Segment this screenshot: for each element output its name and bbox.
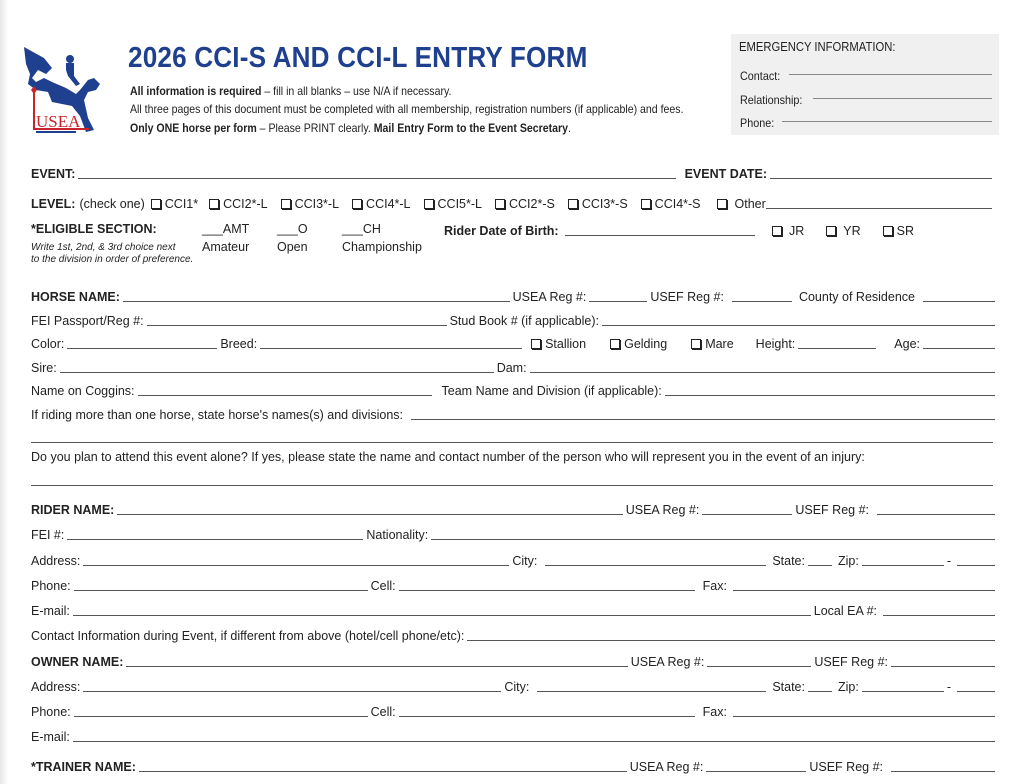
horse-team-input[interactable] (665, 395, 995, 396)
rider-email-input[interactable] (73, 615, 811, 616)
rider-contact-input[interactable] (467, 640, 995, 641)
checkbox-icon[interactable] (772, 226, 782, 236)
rider-cell-input[interactable] (399, 590, 695, 591)
sex-stallion[interactable]: Stallion (531, 337, 586, 351)
section-amateur[interactable]: ___AMT Amateur (202, 222, 250, 254)
owner-city-input[interactable] (537, 691, 766, 692)
owner-name-input[interactable] (126, 666, 627, 667)
horse-studbook-input[interactable] (602, 325, 995, 326)
form-title: 2026 CCI-S AND CCI-L ENTRY FORM (128, 42, 588, 74)
level-cci2-l[interactable]: CCI2*-L (209, 197, 267, 211)
event-date-input[interactable] (770, 178, 992, 179)
rider-state-input[interactable] (808, 565, 832, 566)
checkbox-icon[interactable] (424, 199, 434, 209)
section-open[interactable]: ___O Open (277, 222, 308, 254)
emergency-relationship-input[interactable] (813, 98, 992, 99)
horse-color-input[interactable] (67, 348, 217, 349)
checkbox-icon[interactable] (568, 199, 578, 209)
horse-usef-input[interactable] (732, 301, 792, 302)
owner-fax-input[interactable] (733, 716, 995, 717)
horse-coggins-row: Name on Coggins: Team Name and Division (if applicable): (31, 382, 995, 398)
level-cci1[interactable]: CCI1* (151, 197, 198, 211)
emergency-contact-field[interactable]: Contact: (740, 69, 992, 83)
emergency-info-box (731, 34, 999, 135)
owner-usea-input[interactable] (707, 666, 811, 667)
level-cci2-s[interactable]: CCI2*-S (495, 197, 555, 211)
level-cci4-l[interactable]: CCI4*-L (352, 197, 410, 211)
level-other-input[interactable] (766, 208, 992, 209)
owner-name-row: OWNER NAME: USEA Reg #: USEF Reg #: (31, 653, 995, 669)
rider-city-input[interactable] (545, 565, 766, 566)
owner-email-input[interactable] (73, 741, 995, 742)
instruction-line-3: Only ONE horse per form – Please PRINT clearly. Mail Entry Form to the Event Secretary. (130, 121, 571, 135)
rider-phone-input[interactable] (74, 590, 368, 591)
rider-dob-row: Rider Date of Birth: JR YR SR (444, 224, 914, 238)
age-yr[interactable]: YR (826, 224, 860, 238)
horse-county-input[interactable] (923, 301, 995, 302)
level-row: LEVEL: (check one) CCI1* CCI2*-L CCI3*-L CCI4*-L CCI5*-L CCI2*-S CCI3*-S CCI4*-S Other (31, 195, 995, 211)
checkbox-icon[interactable] (883, 226, 893, 236)
checkbox-icon[interactable] (352, 199, 362, 209)
owner-usef-input[interactable] (891, 666, 995, 667)
emergency-phone-field[interactable]: Phone: (740, 116, 992, 130)
checkbox-icon[interactable] (495, 199, 505, 209)
trainer-name-row: *TRAINER NAME: USEA Reg #: USEF Reg #: (31, 758, 995, 774)
rider-address-row: Address: City: State: Zip: - (31, 552, 995, 568)
emergency-contact-input[interactable] (789, 74, 992, 75)
rider-zip4-input[interactable] (957, 565, 995, 566)
rider-contact-row: Contact Information during Event, if different from above (hotel/cell phone/etc): (31, 627, 995, 643)
owner-cell-input[interactable] (399, 716, 695, 717)
horse-name-input[interactable] (123, 301, 510, 302)
section-championship[interactable]: ___CH Championship (342, 222, 422, 254)
level-cci4-s[interactable]: CCI4*-S (641, 197, 701, 211)
rider-nationality-input[interactable] (431, 539, 995, 540)
rider-zip-input[interactable] (862, 565, 944, 566)
rider-fei-row: FEI #: Nationality: (31, 526, 995, 542)
emergency-title: EMERGENCY INFORMATION: (739, 40, 896, 54)
horse-multi-row: If riding more than one horse, state horse's names(s) and divisions: (31, 406, 995, 422)
rider-email-row: E-mail: Local EA #: (31, 602, 995, 618)
rider-fei-input[interactable] (67, 539, 363, 540)
page-edge-shadow (0, 0, 8, 784)
age-sr[interactable]: SR (883, 224, 914, 238)
eligible-section-label: *ELIGIBLE SECTION: (31, 222, 157, 236)
owner-phone-input[interactable] (74, 716, 368, 717)
horse-fei-row: FEI Passport/Reg #: Stud Book # (if applicable): (31, 312, 995, 328)
instruction-line-1: All information is required – fill in all blanks – use N/A if necessary. (130, 84, 452, 98)
checkbox-icon[interactable] (826, 226, 836, 236)
usea-logo-icon (22, 44, 104, 136)
rider-dob-input[interactable] (565, 235, 755, 236)
trainer-usea-input[interactable] (706, 771, 806, 772)
rider-address-input[interactable] (83, 565, 509, 566)
rider-usea-input[interactable] (702, 514, 792, 515)
rider-phone-row: Phone: Cell: Fax: (31, 577, 995, 593)
horse-breed-input[interactable] (260, 348, 522, 349)
instruction-line-2: All three pages of this document must be completed with all membership, registration numbers (if applicable) and fees. (130, 102, 684, 116)
level-other[interactable]: Other (717, 197, 766, 211)
checkbox-icon[interactable] (641, 199, 651, 209)
horse-multi-input[interactable] (411, 419, 995, 420)
attend-alone-row: Do you plan to attend this event alone? If yes, please state the name and contact number of the person who will represent you in the event of an injury: (31, 450, 865, 464)
checkbox-icon[interactable] (281, 199, 291, 209)
horse-sire-input[interactable] (60, 372, 494, 373)
checkbox-icon[interactable] (531, 339, 541, 349)
owner-address-row: Address: City: State: Zip: - (31, 678, 995, 694)
rider-fax-input[interactable] (733, 590, 995, 591)
horse-dam-input[interactable] (530, 372, 995, 373)
checkbox-icon[interactable] (717, 199, 727, 209)
emergency-phone-input[interactable] (782, 121, 992, 122)
horse-age-input[interactable] (923, 348, 995, 349)
sex-mare[interactable]: Mare (691, 337, 733, 351)
horse-coggins-input[interactable] (138, 395, 432, 396)
level-cci3-l[interactable]: CCI3*-L (281, 197, 339, 211)
sex-gelding[interactable]: Gelding (610, 337, 667, 351)
owner-state-input[interactable] (808, 691, 832, 692)
rider-usef-input[interactable] (877, 514, 995, 515)
horse-multi-input-line2[interactable] (31, 442, 993, 443)
checkbox-icon[interactable] (610, 339, 620, 349)
emergency-relationship-field[interactable]: Relationship: (740, 93, 992, 107)
rider-name-row: RIDER NAME: USEA Reg #: USEF Reg #: (31, 501, 995, 517)
owner-zip-input[interactable] (862, 691, 944, 692)
event-input[interactable] (78, 178, 675, 179)
event-row: EVENT: EVENT DATE: (31, 165, 995, 181)
owner-phone-row: Phone: Cell: Fax: (31, 703, 995, 719)
attend-alone-input[interactable] (31, 485, 993, 486)
checkbox-icon[interactable] (209, 199, 219, 209)
trainer-usef-input[interactable] (891, 771, 995, 772)
rider-name-input[interactable] (117, 514, 622, 515)
age-jr[interactable]: JR (772, 224, 804, 238)
rider-localea-input[interactable] (883, 615, 995, 616)
horse-sire-row: Sire: Dam: (31, 359, 995, 375)
horse-usea-input[interactable] (589, 301, 647, 302)
horse-height-input[interactable] (798, 348, 876, 349)
owner-email-row: E-mail: (31, 728, 995, 744)
owner-address-input[interactable] (83, 691, 501, 692)
svg-text:USEA: USEA (36, 112, 81, 131)
horse-fei-input[interactable] (147, 325, 447, 326)
checkbox-icon[interactable] (691, 339, 701, 349)
horse-color-row: Color: Breed: Stallion Gelding Mare Height: Age: (31, 335, 995, 351)
level-cci5-l[interactable]: CCI5*-L (424, 197, 482, 211)
owner-zip4-input[interactable] (957, 691, 995, 692)
level-cci3-s[interactable]: CCI3*-S (568, 197, 628, 211)
horse-name-row: HORSE NAME: USEA Reg #: USEF Reg #: County of Residence (31, 288, 995, 304)
eligible-note: Write 1st, 2nd, & 3rd choice next to the division in order of preference. (31, 242, 194, 265)
trainer-name-input[interactable] (139, 771, 627, 772)
checkbox-icon[interactable] (151, 199, 161, 209)
